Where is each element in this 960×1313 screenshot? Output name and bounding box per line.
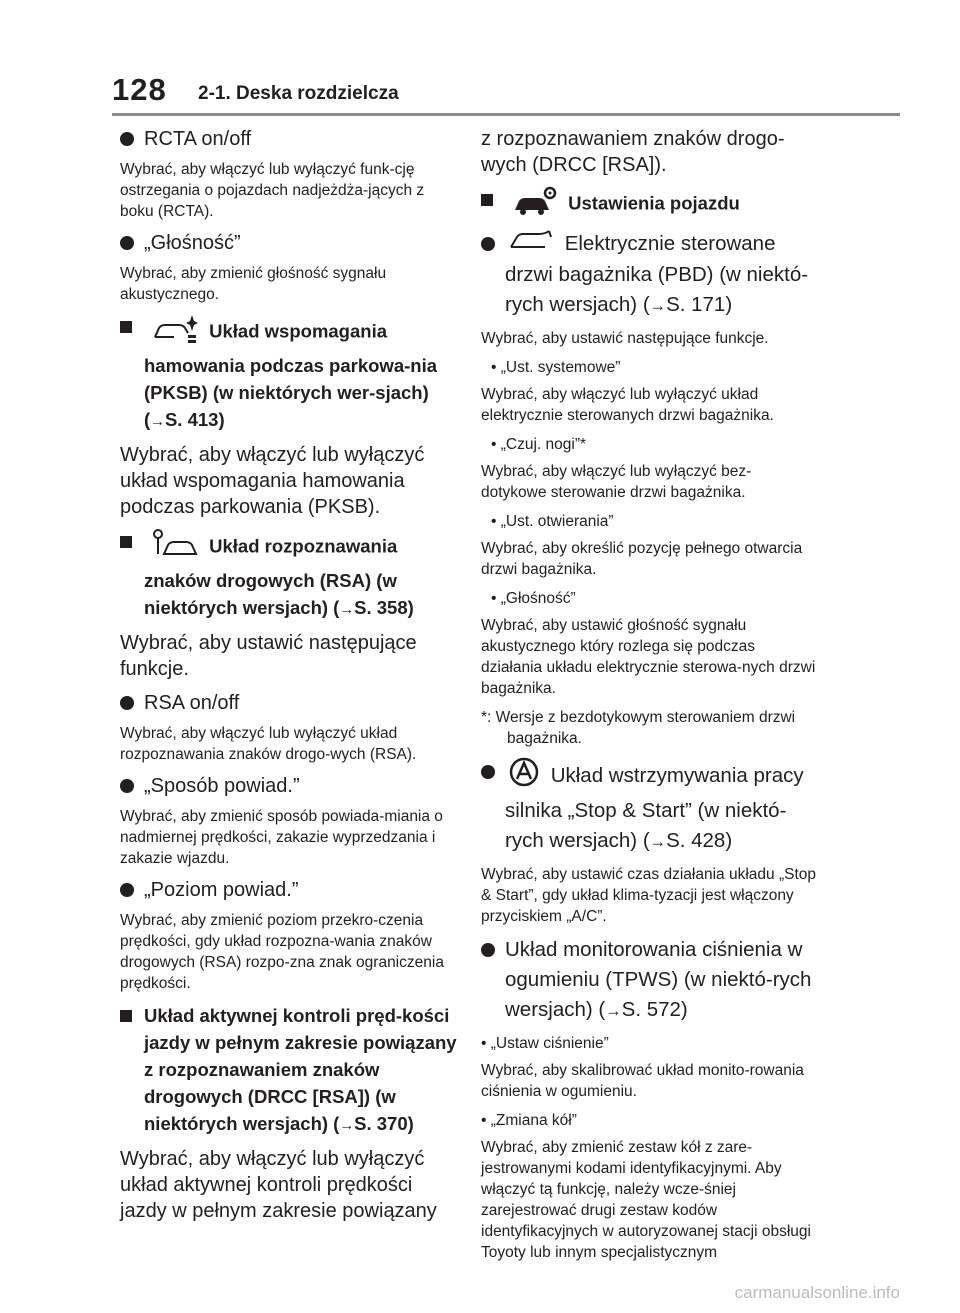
notify-method-desc: Wybrać, aby zmienić sposób powiada-miania o nadmiernej prędkości, zakazie wyprzedzania i zakazie wjazdu. (120, 808, 443, 867)
notify-level-heading (120, 877, 458, 903)
open-settings-title: • „Ust. otwierania” (491, 513, 614, 531)
page-number: 128 (112, 72, 167, 107)
notify-level-title: „Poziom powiad.” (144, 879, 299, 901)
notify-level-desc: Wybrać, aby zmienić poziom przekro-czenia prędkości, gdy układ rozpozna-wania znaków drogowych (RSA) rozpo-zna znak ograniczenia prędkości. (120, 912, 444, 992)
bullet-icon (481, 765, 495, 779)
volume-desc: Wybrać, aby zmienić głośność sygnału akustycznego. (120, 265, 387, 303)
foot-sensor-title: • „Czuj. nogi”* (491, 436, 587, 454)
pbd-desc: Wybrać, aby ustawić następujące funkcje. (481, 330, 769, 348)
arrow-icon: → (605, 1002, 622, 1021)
power-back-door-icon (509, 229, 553, 260)
pksb-heading (120, 313, 458, 436)
pksb-desc: Wybrać, aby włączyć lub wyłączyć układ wspomagania hamowania podczas parkowania (PKSB). (120, 444, 425, 518)
bullet-icon (120, 132, 134, 146)
sys-settings-title: • „Ust. systemowe” (491, 359, 621, 377)
rcta-heading (120, 126, 458, 152)
volume-heading (120, 230, 458, 256)
vehicle-settings-icon (513, 186, 557, 223)
tpws-title: Układ monitorowania ciśnienia w ogumieniu (TPWS) (w niektó-rych wersjach) ( (505, 938, 812, 1022)
pbd-volume-title: • „Głośność” (491, 590, 576, 608)
rsa-onoff-desc: Wybrać, aby włączyć lub wyłączyć układ rozpoznawania znaków drogo-wych (RSA). (120, 725, 417, 763)
watermark: carmanualsonline.info (734, 1283, 900, 1302)
bullet-icon (481, 237, 495, 251)
rsa-desc: Wybrać, aby ustawić następujące funkcje. (120, 632, 417, 680)
right-column (481, 122, 816, 1271)
rsa-onoff-title: RSA on/off (144, 692, 240, 714)
road-sign-assist-icon (152, 528, 198, 567)
pbd-title: Elektrycznie sterowane drzwi bagażnika (PBD) (w niektó-rych wersjach) ( (505, 232, 809, 317)
stop-start-heading (481, 757, 816, 857)
stop-start-ref[interactable]: S. 428) (666, 829, 733, 853)
rsa-title: Układ rozpoznawania znaków drogowych (RSA) (w niektórych wersjach) ( (144, 535, 398, 618)
square-bullet-icon (120, 1010, 132, 1022)
change-wheels-desc: Wybrać, aby zmienić zestaw kół z zare-jestrowanymi kodami identyfikacyjnymi. Aby włączyć tą funkcję, należy wcze-śniej zarejestrować drugi zestaw kodów identyfikacyjnych w autoryzowanej stacji obsługi Toyoty lub innym specjalistycznym (481, 1139, 811, 1262)
bullet-icon (120, 883, 134, 897)
pbd-ref[interactable]: S. 171) (666, 293, 733, 317)
arrow-icon: → (339, 1118, 355, 1134)
square-bullet-icon (120, 321, 132, 333)
pksb-ref[interactable]: S. 413) (164, 409, 225, 430)
arrow-icon: → (150, 414, 165, 430)
rsa-onoff-heading (120, 690, 458, 716)
pksb-title: Układ wspomagania hamowania podczas parkowa-nia (PKSB) (w niektórych wer-sjach) ( (144, 320, 437, 430)
footnote: *: Wersje z bezdotykowym sterowaniem drzwi bagażnika. (481, 709, 796, 748)
stop-start-icon (509, 757, 539, 796)
section-title: 2-1. Deska rozdzielcza (198, 83, 399, 104)
bullet-icon (120, 696, 134, 710)
tpws-heading (481, 935, 816, 1026)
arrow-icon: → (649, 297, 667, 316)
arrow-icon: → (339, 602, 355, 618)
open-settings-desc: Wybrać, aby określić pozycję pełnego otwarcia drzwi bagażnika. (481, 540, 803, 579)
rcta-title: RCTA on/off (144, 128, 252, 150)
stop-start-desc: Wybrać, aby ustawić czas działania układu „Stop & Start”, gdy układ klima-tyzacji jest włączony przyciskiem „A/C”. (481, 866, 816, 926)
header-divider (112, 113, 900, 116)
set-pressure-desc: Wybrać, aby skalibrować układ monito-rowania ciśnienia w ogumieniu. (481, 1062, 804, 1101)
parking-brake-support-icon (152, 313, 198, 352)
set-pressure-title: • „Ustaw ciśnienie” (481, 1035, 609, 1053)
foot-sensor-desc: Wybrać, aby włączyć lub wyłączyć bez-dotykowe sterowanie drzwi bagażnika. (481, 463, 752, 502)
drcc-ref[interactable]: S. 370) (354, 1113, 414, 1134)
bullet-icon (120, 779, 134, 793)
notify-method-title: „Sposób powiad.” (144, 775, 300, 797)
stop-start-title: Układ wstrzymywania pracy silnika „Stop & Start” (w niektó-rych wersjach) ( (505, 764, 804, 853)
square-bullet-icon (481, 194, 493, 206)
rsa-heading (120, 528, 458, 624)
bullet-icon (120, 236, 134, 250)
sys-settings-desc: Wybrać, aby włączyć lub wyłączyć układ elektrycznie sterowanych drzwi bagażnika. (481, 386, 774, 425)
volume-title: „Głośność” (144, 232, 241, 254)
drcc-heading (120, 1002, 458, 1140)
square-bullet-icon (120, 536, 132, 548)
notify-method-heading (120, 773, 458, 799)
left-column (120, 122, 458, 1232)
arrow-icon: → (649, 833, 667, 852)
vehicle-settings-title: Ustawienia pojazdu (568, 192, 740, 214)
rsa-ref[interactable]: S. 358) (354, 597, 414, 618)
rcta-desc: Wybrać, aby włączyć lub wyłączyć funk-cję ostrzegania o pojazdach nadjeżdża-jących z boku (RCTA). (120, 161, 425, 220)
pbd-heading (481, 229, 816, 321)
bullet-icon (481, 943, 495, 957)
drcc-title: Układ aktywnej kontroli pręd-kości jazdy w pełnym zakresie powiązany z rozpoznawaniem znaków drogowych (DRCC [RSA]) (w niektórych wersjach) ( (144, 1005, 457, 1134)
drcc-desc: Wybrać, aby włączyć lub wyłączyć układ aktywnej kontroli prędkości jazdy w pełnym zakresie powiązany (120, 1148, 437, 1222)
vehicle-settings-heading (481, 186, 816, 223)
change-wheels-title: • „Zmiana kół” (481, 1112, 577, 1130)
pbd-volume-desc: Wybrać, aby ustawić głośność sygnału akustycznego który rozlega się podczas działania układu elektrycznie sterowa-nych drzwi bagażnika. (481, 617, 816, 698)
drcc-desc-continued: z rozpoznawaniem znaków drogo-wych (DRCC [RSA]). (481, 128, 785, 176)
tpws-ref[interactable]: S. 572) (621, 998, 688, 1022)
